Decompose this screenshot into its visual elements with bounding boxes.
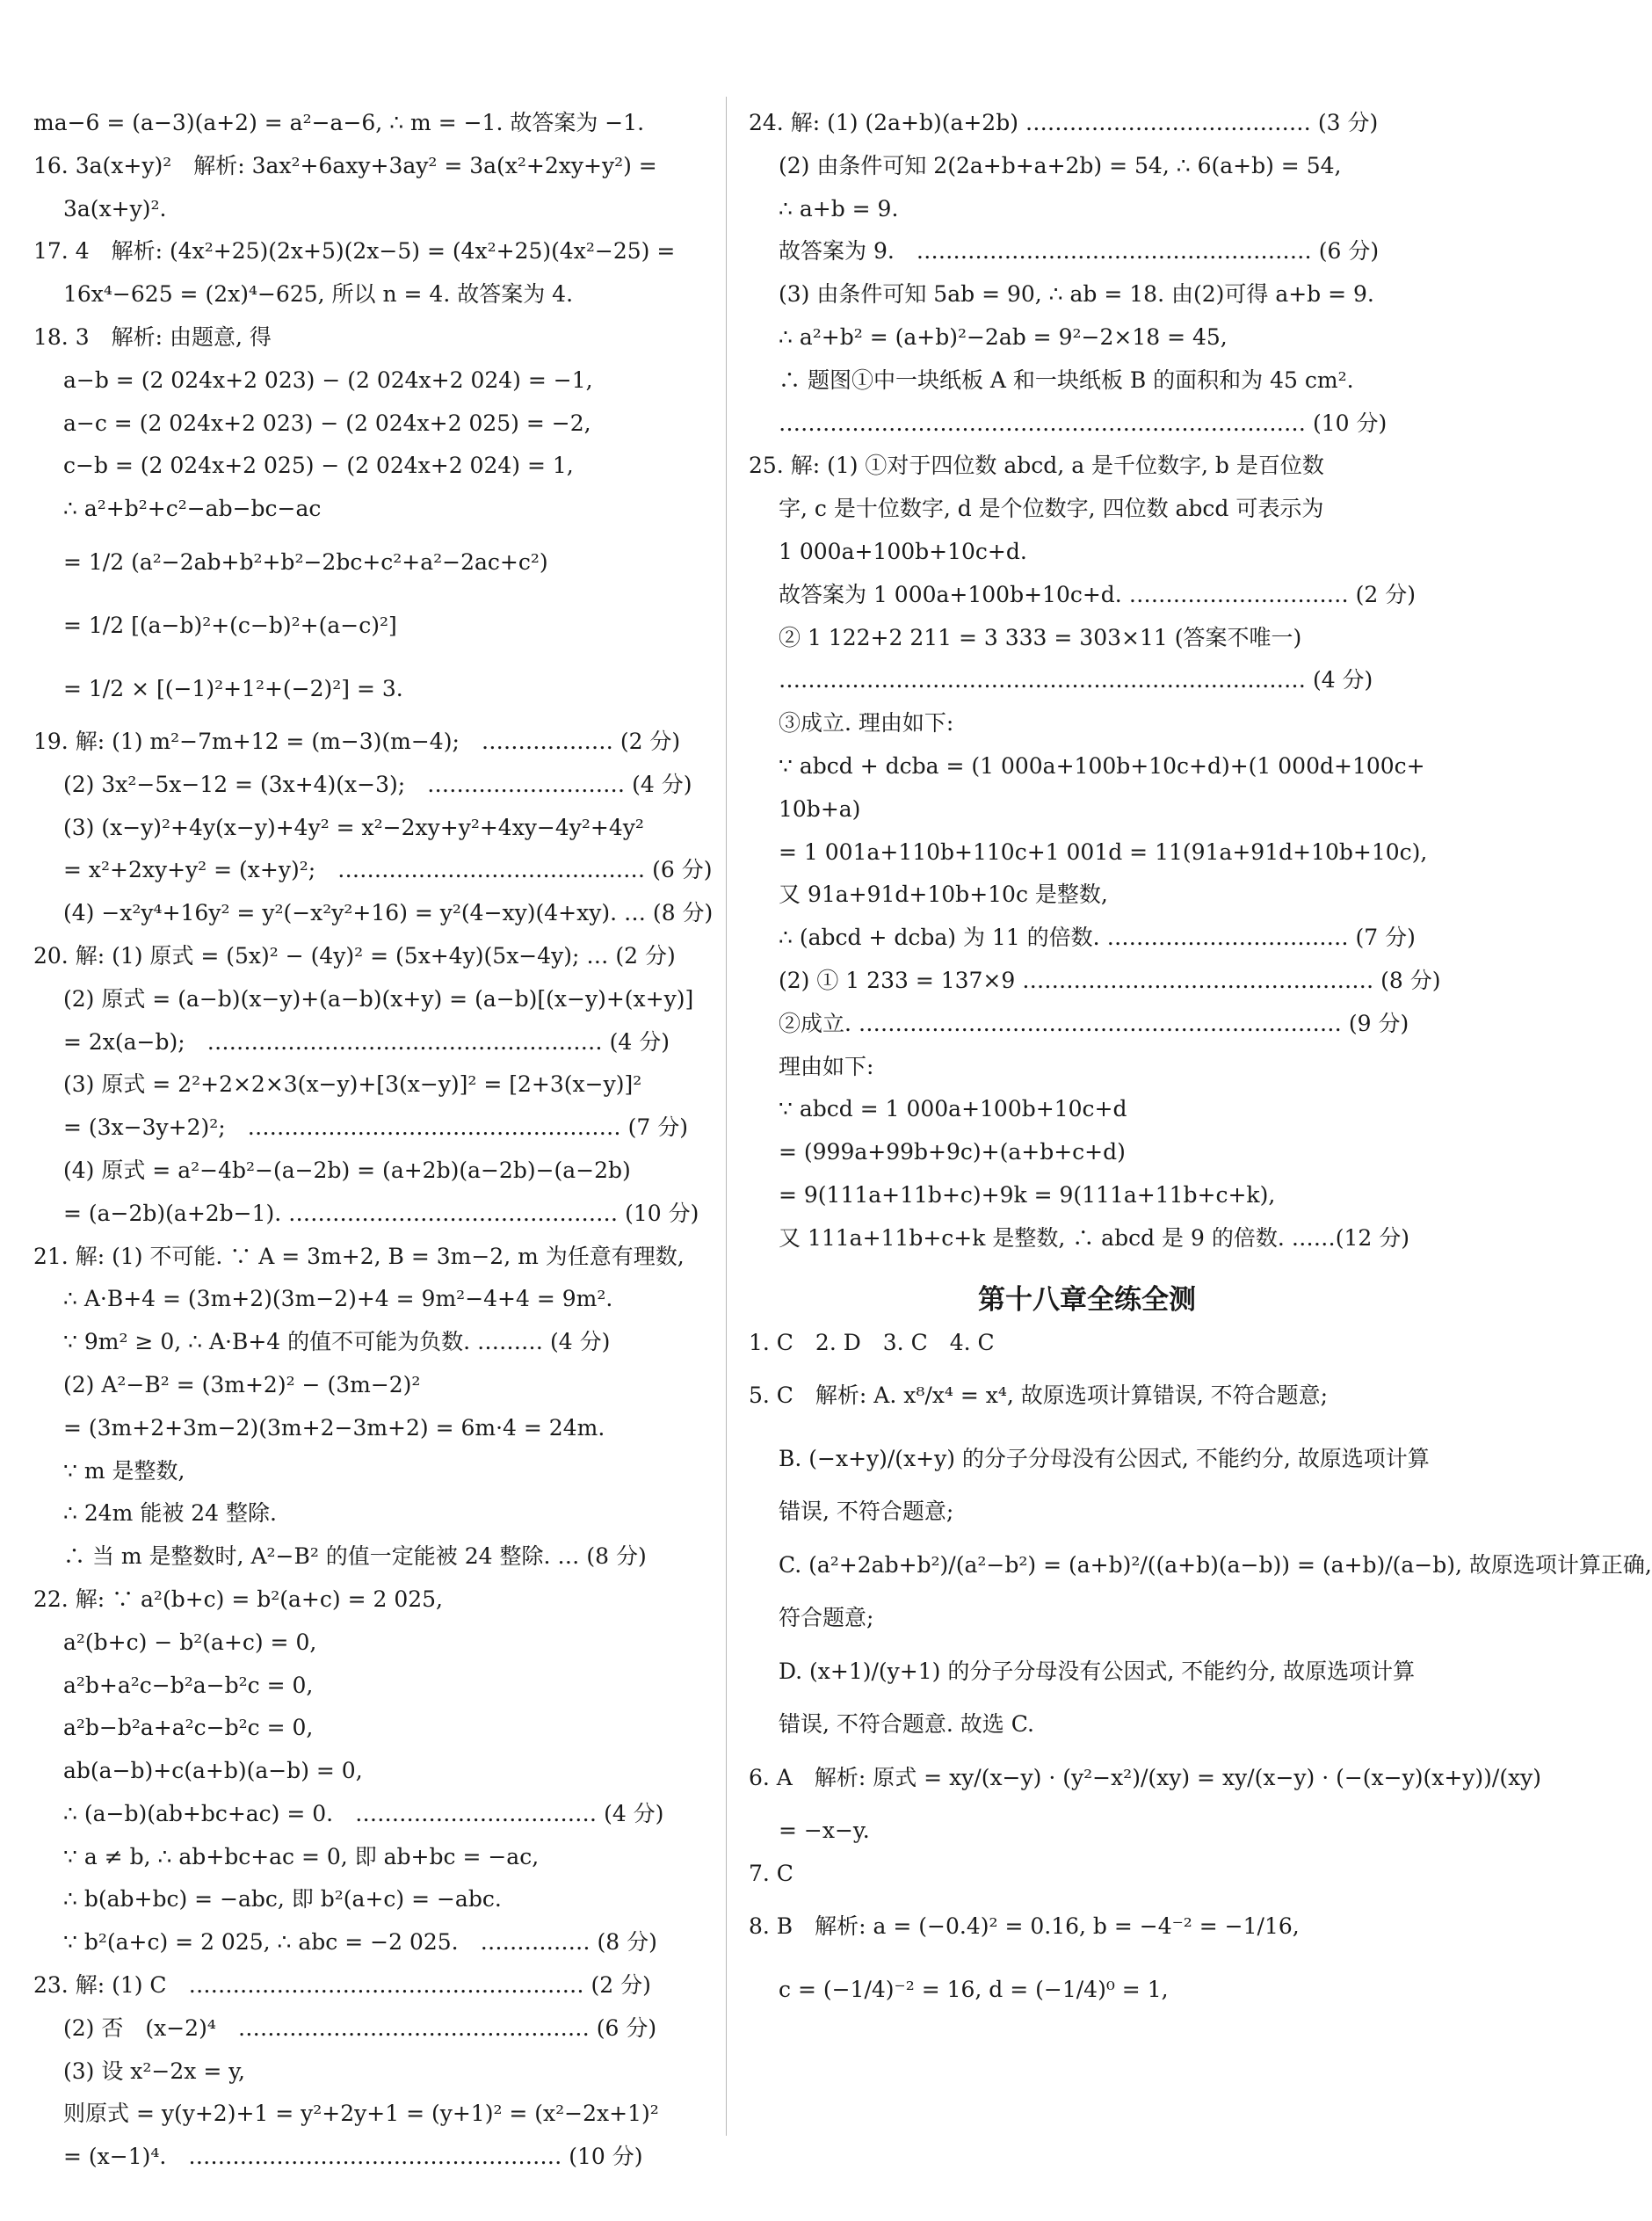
answer-line: = (999a+99b+9c)+(a+b+c+d) [779, 1139, 1126, 1165]
answer-line: ∴ a²+b² = (a+b)²−2ab = 9²−2×18 = 45, [779, 323, 1228, 350]
answer-line: = 1/2 (a²−2ab+b²+b²−2bc+c²+a²−2ac+c²) [63, 548, 548, 575]
answer-line: ma−6 = (a−3)(a+2) = a²−a−6, ∴ m = −1. 故答案为 −1. [33, 110, 645, 135]
answer-line: ∵ 9m² ≥ 0, ∴ A·B+4 的值不可能为负数. ……… (4 分) [63, 1329, 611, 1355]
answer-line: 22. 解: ∵ a²(b+c) = b²(a+c) = 2 025, [33, 1586, 443, 1612]
answer-line: (3) 由条件可知 5ab = 90, ∴ ab = 18. 由(2)可得 a+b = 9. [779, 281, 1374, 308]
chapter-heading: 第十八章全练全测 [978, 1283, 1196, 1316]
answer-line: a−b = (2 024x+2 023) − (2 024x+2 024) = −1, [63, 367, 593, 393]
answer-line: 17. 4 解析: (4x²+25)(2x+5)(2x−5) = (4x²+25)(4x²−25) = [33, 238, 676, 265]
answer-line: = 1 001a+110b+110c+1 001d = 11(91a+91d+10b+10c), [779, 838, 1428, 865]
answer-line: a²(b+c) − b²(a+c) = 0, [63, 1629, 317, 1655]
answer-line: = (3m+2+3m−2)(3m+2−3m+2) = 6m·4 = 24m. [63, 1414, 605, 1441]
answer-line: a²b+a²c−b²a−b²c = 0, [63, 1672, 314, 1698]
answer-line: ∴ 当 m 是整数时, A²−B² 的值一定能被 24 整除. … (8 分) [63, 1543, 647, 1570]
answer-line: (2) 由条件可知 2(2a+b+a+2b) = 54, ∴ 6(a+b) = 54, [779, 152, 1342, 178]
answer-line: 6. A 解析: 原式 = xy/(x−y) · (y²−x²)/(xy) = xy/(x−y) · (−(x−y)(x+y))/(xy) [749, 1764, 1542, 1790]
answer-line: ∵ abcd = 1 000a+100b+10c+d [779, 1096, 1127, 1122]
answer-line: 25. 解: (1) ①对于四位数 abcd, a 是千位数字, b 是百位数 [749, 453, 1324, 479]
answer-line: = (a−2b)(a+2b−1). ……………………………………… (10 分) [63, 1200, 699, 1226]
column-divider [726, 97, 727, 2136]
answer-line: C. (a²+2ab+b²)/(a²−b²) = (a+b)²/((a+b)(a−b)) = (a+b)/(a−b), 故原选项计算正确, [779, 1552, 1652, 1579]
answer-line: (2) 否 (x−2)⁴ ………………………………………… (6 分) [63, 2014, 657, 2041]
answer-line: 5. C 解析: A. x⁸/x⁴ = x⁴, 故原选项计算错误, 不符合题意; [749, 1383, 1329, 1409]
answer-line: = 1/2 × [(−1)²+1²+(−2)²] = 3. [63, 675, 403, 701]
answer-line: = 1/2 [(a−b)²+(c−b)²+(a−c)²] [63, 612, 397, 638]
answer-line: ab(a−b)+c(a+b)(a−b) = 0, [63, 1758, 363, 1784]
answer-line: ∵ a ≠ b, ∴ ab+bc+ac = 0, 即 ab+bc = −ac, [63, 1843, 540, 1869]
answer-line: 24. 解: (1) (2a+b)(a+2b) ………………………………… (3 分) [749, 110, 1379, 135]
answer-line: = 9(111a+11b+c)+9k = 9(111a+11b+c+k), [779, 1181, 1276, 1208]
answer-line: 又 91a+91d+10b+10c 是整数, [779, 882, 1108, 908]
answer-line: 则原式 = y(y+2)+1 = y²+2y+1 = (y+1)² = (x²−2x+1)² [63, 2101, 659, 2127]
answer-line: 错误, 不符合题意; [779, 1499, 954, 1525]
answer-line: ……………………………………………………………… (4 分) [779, 667, 1373, 693]
answer-line: ……………………………………………………………… (10 分) [779, 410, 1388, 436]
answer-line: (4) 原式 = a²−4b²−(a−2b) = (a+2b)(a−2b)−(a−2b) [63, 1157, 631, 1183]
answer-line: 19. 解: (1) m²−7m+12 = (m−3)(m−4); ……………… (2 分) [33, 728, 681, 754]
answer-line: B. (−x+y)/(x+y) 的分子分母没有公因式, 不能约分, 故原选项计算 [779, 1446, 1430, 1472]
answer-line: ∴ a+b = 9. [779, 195, 899, 221]
answer-line: ∴ 24m 能被 24 整除. [63, 1500, 277, 1527]
answer-line: 7. C [749, 1860, 793, 1886]
answer-line: 8. B 解析: a = (−0.4)² = 0.16, b = −4⁻² = −1/16, [749, 1913, 1300, 1940]
answer-line: 10b+a) [779, 795, 861, 822]
answer-line: a²b−b²a+a²c−b²c = 0, [63, 1715, 314, 1741]
answer-line: = 2x(a−b); ……………………………………………… (4 分) [63, 1028, 670, 1055]
answer-line: a−c = (2 024x+2 023) − (2 024x+2 025) = −2, [63, 410, 591, 436]
answer-line: ②成立. ………………………………………………………… (9 分) [779, 1010, 1409, 1036]
answer-line: ③成立. 理由如下: [779, 710, 954, 737]
answer-line: ∵ m 是整数, [63, 1457, 185, 1484]
answer-line: 1 000a+100b+10c+d. [779, 538, 1027, 564]
right-column [749, 102, 1652, 2021]
answer-line: 错误, 不符合题意. 故选 C. [779, 1710, 1034, 1737]
answer-line: 故答案为 1 000a+100b+10c+d. ………………………… (2 分) [779, 581, 1417, 607]
answer-line: 23. 解: (1) C ……………………………………………… (2 分) [33, 1972, 651, 1999]
answer-line: = (x−1)⁴. …………………………………………… (10 分) [63, 2144, 643, 2170]
answer-line: ∴ a²+b²+c²−ab−bc−ac [63, 496, 322, 522]
answer-line: ∴ (a−b)(ab+bc+ac) = 0. …………………………… (4 分) [63, 1800, 664, 1826]
answer-line: (3) (x−y)²+4y(x−y)+4y² = x²−2xy+y²+4xy−4y²+4y² [63, 814, 644, 840]
answer-line: = −x−y. [779, 1817, 870, 1843]
answer-line: c−b = (2 024x+2 025) − (2 024x+2 024) = 1, [63, 453, 574, 479]
answer-line: 1. C 2. D 3. C 4. C [749, 1329, 995, 1355]
answer-line: ∵ b²(a+c) = 2 025, ∴ abc = −2 025. …………… (8 分) [63, 1929, 657, 1956]
answer-line: 21. 解: (1) 不可能. ∵ A = 3m+2, B = 3m−2, m 为任意有理数, [33, 1243, 685, 1269]
answer-line: = (3x−3y+2)²; …………………………………………… (7 分) [63, 1114, 688, 1141]
answer-line: = x²+2xy+y² = (x+y)²; …………………………………… (6 分) [63, 857, 713, 883]
answer-line: (2) 3x²−5x−12 = (3x+4)(x−3); ……………………… (4 分) [63, 771, 692, 797]
answer-line: ② 1 122+2 211 = 3 333 = 303×11 (答案不唯一) [779, 624, 1302, 650]
answer-line: ∴ (abcd + dcba) 为 11 的倍数. …………………………… (7 分) [779, 925, 1416, 951]
answer-line: ∴ 题图①中一块纸板 A 和一块纸板 B 的面积和为 45 cm². [779, 367, 1354, 393]
answer-line: (3) 原式 = 2²+2×2×3(x−y)+[3(x−y)]² = [2+3(x−y)]² [63, 1071, 642, 1098]
answer-line: 又 111a+11b+c+k 是整数, ∴ abcd 是 9 的倍数. ……(12 分) [779, 1224, 1409, 1251]
answer-line: 16x⁴−625 = (2x)⁴−625, 所以 n = 4. 故答案为 4. [63, 281, 574, 308]
answer-line: (3) 设 x²−2x = y, [63, 2058, 245, 2084]
answer-line: 理由如下: [779, 1053, 874, 1079]
answer-line: 3a(x+y)². [63, 195, 167, 221]
answer-line: 字, c 是十位数字, d 是个位数字, 四位数 abcd 可表示为 [779, 496, 1324, 522]
answer-line: 20. 解: (1) 原式 = (5x)² − (4y)² = (5x+4y)(5x−4y); … (2 分) [33, 942, 676, 969]
answer-line: ∵ abcd + dcba = (1 000a+100b+10c+d)+(1 000d+100c+ [779, 752, 1425, 779]
answer-line: D. (x+1)/(y+1) 的分子分母没有公因式, 不能约分, 故原选项计算 [779, 1658, 1416, 1684]
answer-line: (2) A²−B² = (3m+2)² − (3m−2)² [63, 1371, 421, 1397]
answer-line: 符合题意; [779, 1605, 874, 1631]
answer-line: (2) ① 1 233 = 137×9 ………………………………………… (8 分) [779, 967, 1441, 993]
answer-line: ∴ b(ab+bc) = −abc, 即 b²(a+c) = −abc. [63, 1886, 502, 1913]
left-column [33, 102, 714, 2179]
answer-line: 故答案为 9. ……………………………………………… (6 分) [779, 238, 1380, 265]
answer-line: (2) 原式 = (a−b)(x−y)+(a−b)(x+y) = (a−b)[(x−y)+(x+y)] [63, 985, 694, 1012]
answer-line: 18. 3 解析: 由题意, 得 [33, 323, 272, 350]
answer-line: c = (−1/4)⁻² = 16, d = (−1/4)⁰ = 1, [779, 1977, 1169, 2003]
answer-line: ∴ A·B+4 = (3m+2)(3m−2)+4 = 9m²−4+4 = 9m². [63, 1286, 613, 1312]
answer-line: (4) −x²y⁴+16y² = y²(−x²y²+16) = y²(4−xy)(4+xy). … (8 分) [63, 900, 714, 926]
answer-line: 16. 3a(x+y)² 解析: 3ax²+6axy+3ay² = 3a(x²+2xy+y²) = [33, 152, 657, 178]
